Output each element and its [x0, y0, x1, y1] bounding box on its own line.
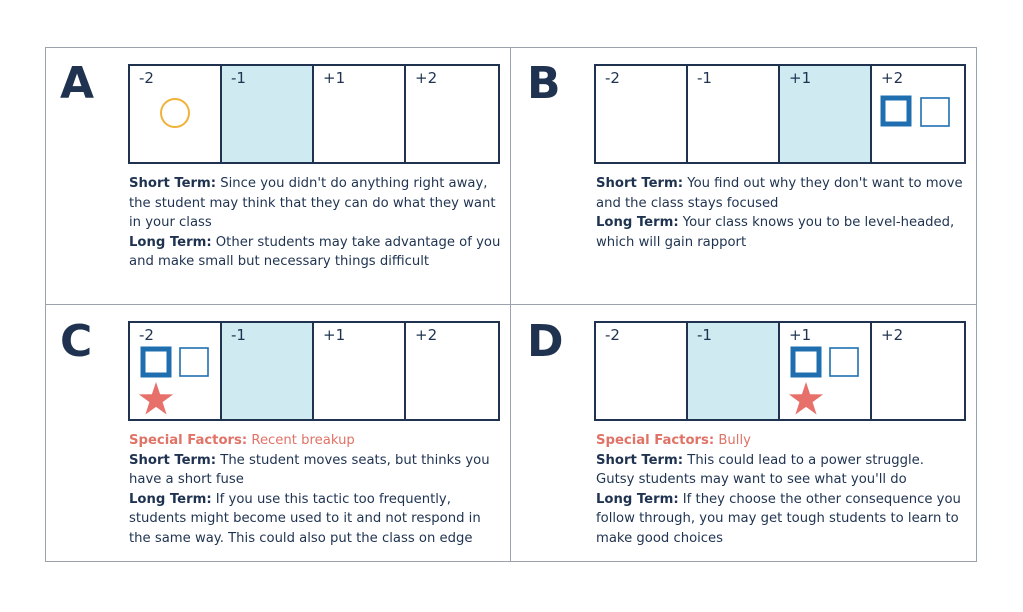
long-term-text: If they choose the other consequence you follow through, you may get tough students to learn to make good choices — [596, 491, 961, 546]
scale-label: +1 — [323, 326, 346, 344]
short-term-line — [129, 451, 501, 490]
special-factors-line — [129, 431, 501, 451]
consequence-scale — [128, 321, 500, 421]
long-term-label: Long Term: — [129, 234, 212, 250]
panel-c-description — [129, 431, 501, 549]
long-term-label: Long Term: — [596, 215, 679, 231]
scale-label: -2 — [139, 326, 154, 344]
scale-cell — [314, 323, 406, 419]
scale-label: -2 — [139, 69, 154, 87]
panel-letter: A — [60, 58, 95, 109]
long-term-label: Long Term: — [596, 491, 679, 507]
scale-cell-highlighted — [222, 323, 314, 419]
short-term-label: Short Term: — [596, 176, 684, 191]
panel-letter: D — [527, 316, 564, 367]
scale-label: +1 — [323, 69, 346, 87]
scale-cell — [406, 323, 498, 419]
scale-cell — [314, 66, 406, 162]
short-term-label: Short Term: — [129, 452, 217, 468]
scale-label: -1 — [231, 69, 246, 87]
scale-cell — [780, 323, 872, 419]
scale-cell — [872, 323, 964, 419]
short-term-line — [596, 451, 964, 490]
consequence-scale — [594, 64, 966, 164]
short-term-line — [596, 174, 968, 213]
scale-cell-highlighted — [222, 66, 314, 162]
special-factors-text: Recent breakup — [251, 433, 355, 448]
scale-label: +1 — [789, 69, 812, 87]
special-factors-line — [596, 431, 964, 451]
long-term-label: Long Term: — [129, 491, 212, 507]
scale-cell — [688, 66, 780, 162]
scale-cell — [596, 66, 688, 162]
scale-cell-highlighted — [688, 323, 780, 419]
short-term-line — [129, 174, 501, 233]
scale-label: +2 — [415, 69, 438, 87]
short-term-text: Since you didn't do anything right away, the student may think that they can do what they want in your class — [129, 176, 496, 231]
long-term-line — [596, 490, 964, 549]
scale-cell — [130, 66, 222, 162]
scale-label: -2 — [605, 69, 620, 87]
scale-label: -2 — [605, 326, 620, 344]
long-term-line — [129, 233, 501, 272]
scale-label: -1 — [231, 326, 246, 344]
scale-label: +2 — [881, 326, 904, 344]
special-factors-label: Special Factors: — [129, 433, 248, 448]
scale-label: -1 — [697, 326, 712, 344]
special-factors-label: Special Factors: — [596, 433, 715, 448]
scale-label: +1 — [789, 326, 812, 344]
short-term-text: This could lead to a power struggle. Gutsy students may want to see what you'll do — [596, 452, 924, 488]
special-factors-text: Bully — [718, 433, 751, 448]
long-term-text: If you use this tactic too frequently, students might become used to it and not respond in the same way. This could also put the class on edge — [129, 491, 481, 546]
horizontal-divider — [45, 304, 977, 305]
long-term-line — [596, 213, 968, 252]
scale-cell — [130, 323, 222, 419]
panel-letter: B — [527, 58, 561, 109]
short-term-text: You find out why they don't want to move and the class stays focused — [596, 176, 963, 211]
panel-b-description — [596, 174, 968, 252]
scale-label: +2 — [881, 69, 904, 87]
consequence-scale — [128, 64, 500, 164]
consequence-scale — [594, 321, 966, 421]
panel-d-description — [596, 431, 964, 549]
scale-label: -1 — [697, 69, 712, 87]
long-term-line — [129, 490, 501, 549]
scale-cell — [406, 66, 498, 162]
short-term-text: The student moves seats, but thinks you have a short fuse — [129, 452, 490, 488]
scale-cell-highlighted — [780, 66, 872, 162]
scale-cell — [596, 323, 688, 419]
long-term-text: Other students may take advantage of you and make small but necessary things difficult — [129, 234, 501, 270]
short-term-label: Short Term: — [129, 176, 217, 191]
panel-a-description — [129, 174, 501, 272]
panel-letter: C — [60, 316, 93, 367]
long-term-text: Your class knows you to be level-headed, which will gain rapport — [596, 215, 955, 250]
scale-label: +2 — [415, 326, 438, 344]
scale-cell — [872, 66, 964, 162]
short-term-label: Short Term: — [596, 452, 684, 468]
